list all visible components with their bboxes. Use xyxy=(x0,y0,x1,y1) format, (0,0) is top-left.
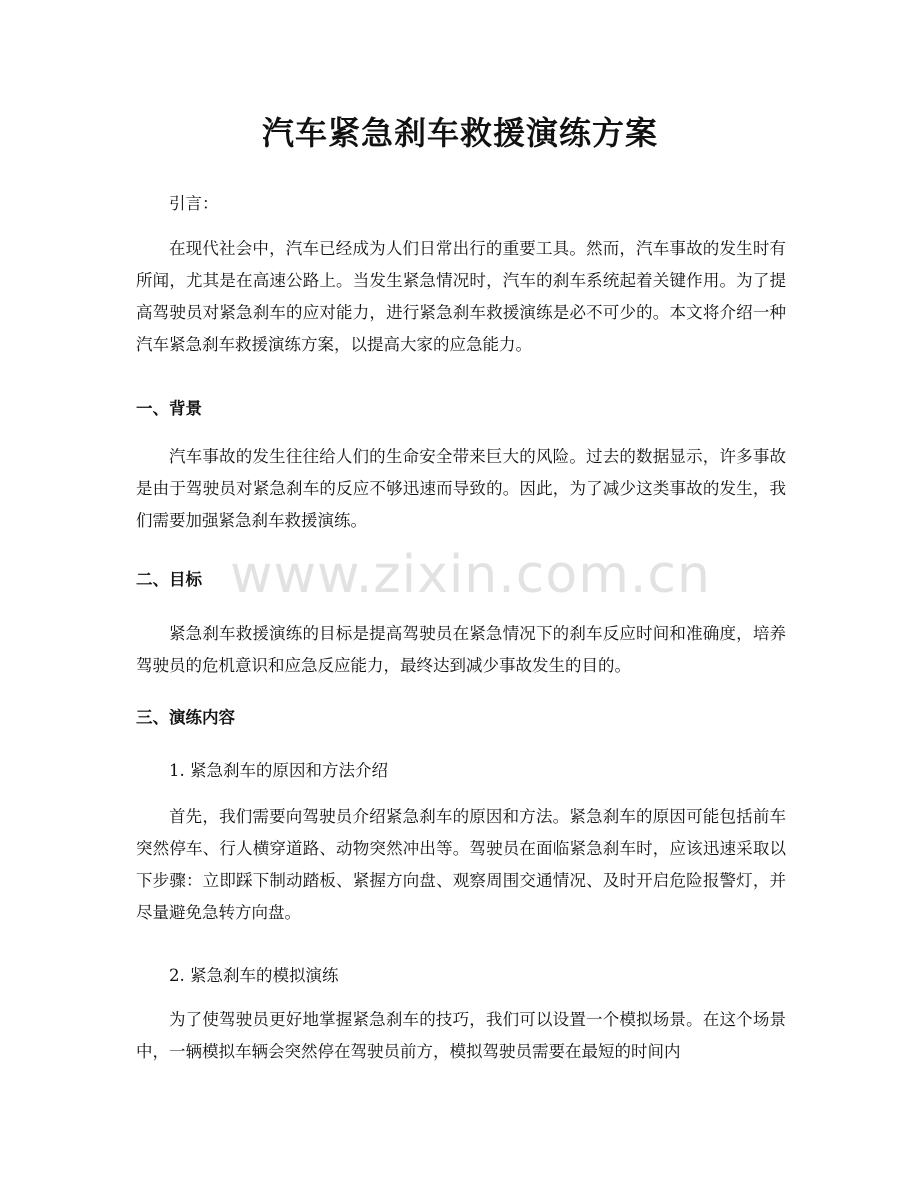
watermark: www.zixin.com.cn xyxy=(230,545,711,605)
section-goal-heading: 二、目标 xyxy=(136,570,202,589)
section-goal-paragraph: 紧急刹车救援演练的目标是提高驾驶员在紧急情况下的刹车反应时间和准确度，培养驾驶员的危机意识和应急反应能力，最终达到减少事故发生的目的。 xyxy=(136,624,786,675)
item1-heading: 1. 紧急刹车的原因和方法介绍 xyxy=(169,761,388,780)
section-content-heading: 三、演练内容 xyxy=(136,708,235,727)
item1-paragraph: 首先，我们需要向驾驶员介绍紧急刹车的原因和方法。紧急刹车的原因可能包括前车突然停车、行人横穿道路、动物突然冲出等。驾驶员在面临紧急刹车时，应该迅速采取以下步骤：立即踩下制动踏板、紧握方向盘、观察周围交通情况、及时开启危险报警灯，并尽量避免急转方向盘。 xyxy=(136,807,786,922)
page-title: 汽车紧急刹车救援演练方案 xyxy=(261,114,658,152)
section-background-paragraph: 汽车事故的发生往往给人们的生命安全带来巨大的风险。过去的数据显示，许多事故是由于驾驶员对紧急刹车的反应不够迅速而导致的。因此，为了减少这类事故的发生，我们需要加强紧急刹车救援演练。 xyxy=(136,447,786,530)
intro-label: 引言： xyxy=(169,194,219,213)
section-background-heading: 一、背景 xyxy=(136,399,202,418)
intro-paragraph: 在现代社会中，汽车已经成为人们日常出行的重要工具。然而，汽车事故的发生时有所闻，尤其是在高速公路上。当发生紧急情况时，汽车的刹车系统起着关键作用。为了提高驾驶员对紧急刹车的应对能力，进行紧急刹车救援演练是必不可少的。本文将介绍一种汽车紧急刹车救援演练方案，以提高大家的应急能力。 xyxy=(136,239,786,354)
item2-heading: 2. 紧急刹车的模拟演练 xyxy=(169,966,339,985)
item2-paragraph: 为了使驾驶员更好地掌握紧急刹车的技巧，我们可以设置一个模拟场景。在这个场景中，一辆模拟车辆会突然停在驾驶员前方，模拟驾驶员需要在最短的时间内 xyxy=(136,1010,786,1061)
